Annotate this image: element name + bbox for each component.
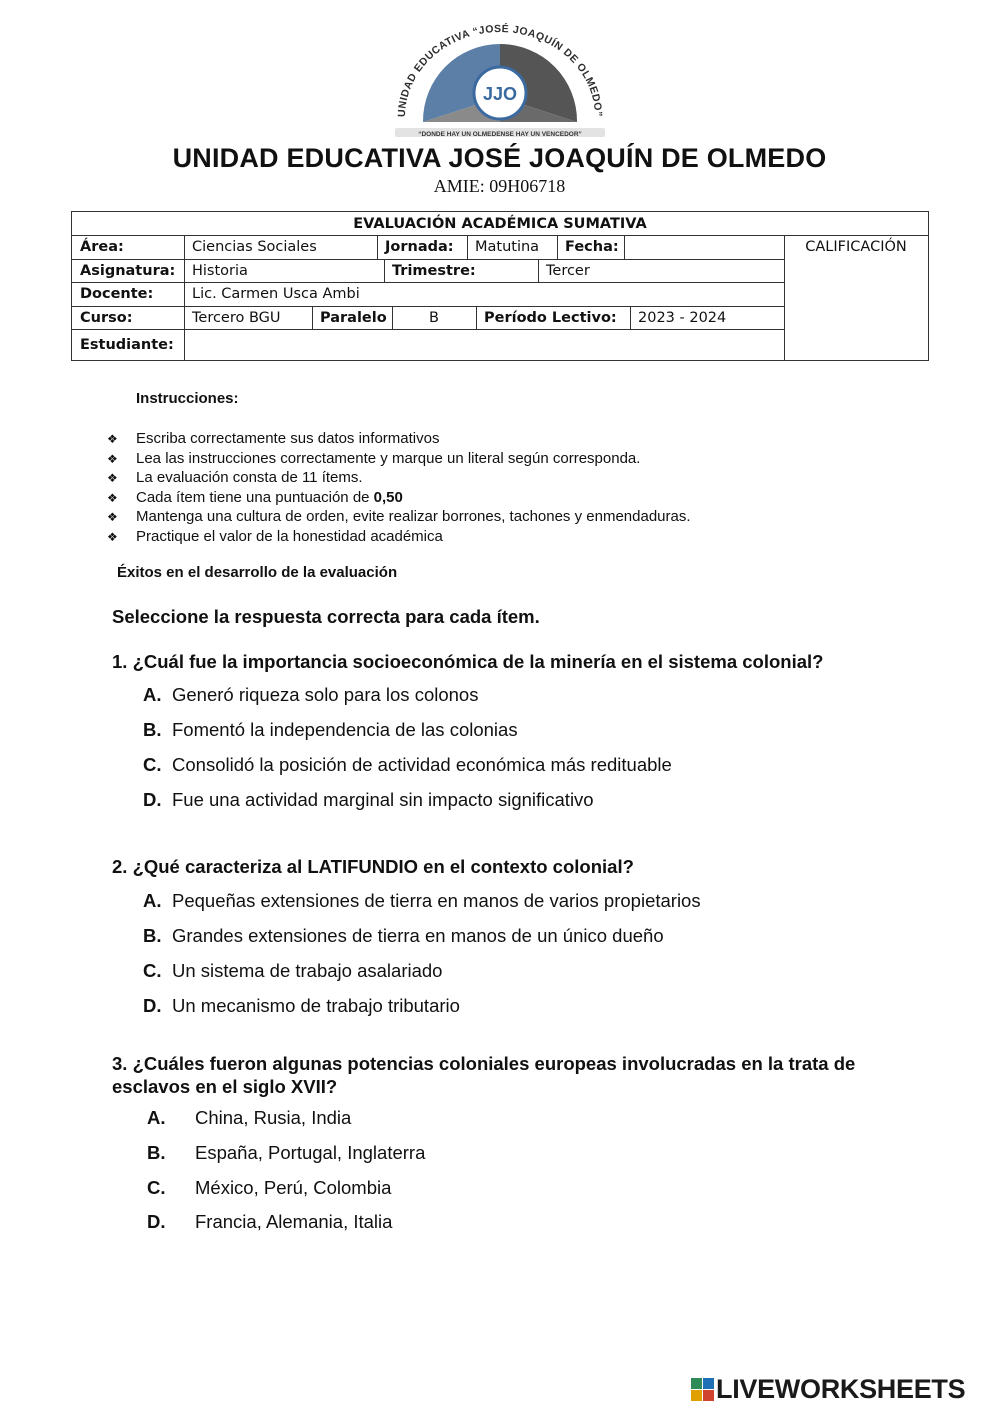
asignatura-label: Asignatura: — [80, 263, 176, 279]
periodo-value: 2023 - 2024 — [638, 310, 727, 326]
fecha-field[interactable] — [624, 236, 784, 259]
paralelo-label: Paralelo — [320, 310, 387, 326]
trimestre-label: Trimestre: — [392, 263, 476, 279]
instructions-title: Instrucciones: — [136, 390, 239, 407]
bullet-icon: ❖ — [107, 432, 118, 446]
bullet-icon: ❖ — [107, 529, 118, 544]
evaluation-title: EVALUACIÓN ACADÉMICA SUMATIVA — [353, 216, 647, 232]
question-1-option-c[interactable]: C. Consolidó la posición de actividad económica más redituable — [143, 754, 672, 775]
bullet-icon: ❖ — [107, 490, 118, 505]
school-logo — [385, 22, 615, 140]
question-3-option-a[interactable]: A. China, Rusia, India — [147, 1107, 352, 1128]
estudiante-label: Estudiante: — [80, 337, 174, 353]
question-1: 1. ¿Cuál fue la importancia socioeconómica de la minería en el sistema colonial? — [112, 651, 824, 672]
question-1-option-a[interactable]: A. Generó riqueza solo para los colonos — [143, 684, 479, 705]
estudiante-field[interactable] — [184, 330, 784, 360]
school-name: UNIDAD EDUCATIVA JOSÉ JOAQUÍN DE OLMEDO — [172, 143, 827, 173]
list-item: ❖ Mantenga una cultura de orden, evite realizar borrones, tachones y enmendaduras. — [107, 507, 691, 527]
curso-value: Tercero BGU — [192, 310, 281, 326]
question-3-option-c[interactable]: C. México, Perú, Colombia — [147, 1177, 392, 1198]
paralelo-value: B — [429, 310, 439, 326]
fecha-label: Fecha: — [565, 239, 619, 255]
instructions-list — [107, 429, 691, 546]
list-item: ❖ Lea las instrucciones correctamente y marque un literal según corresponda. — [107, 449, 691, 469]
question-2: 2. ¿Qué caracteriza al LATIFUNDIO en el contexto colonial? — [112, 856, 634, 877]
list-item: ❖ La evaluación consta de 11 ítems. — [107, 468, 691, 488]
liveworksheets-watermark[interactable] — [691, 1374, 965, 1404]
question-3-option-b[interactable]: B. España, Portugal, Inglaterra — [147, 1142, 426, 1163]
bullet-icon: ❖ — [107, 451, 118, 466]
liveworksheets-logo-icon — [691, 1378, 714, 1401]
question-2-option-c[interactable]: C. Un sistema de trabajo asalariado — [143, 960, 443, 981]
jornada-value: Matutina — [475, 239, 540, 255]
svg-text:JJO: JJO — [482, 84, 518, 104]
docente-value: Lic. Carmen Usca Ambi — [192, 286, 360, 302]
closing-message: Éxitos en el desarrollo de la evaluación — [117, 564, 398, 581]
question-1-option-d[interactable]: D. Fue una actividad marginal sin impacto significativo — [143, 789, 594, 810]
bullet-icon: ❖ — [107, 471, 118, 485]
asignatura-value: Historia — [192, 263, 248, 279]
list-item: ❖ Escriba correctamente sus datos informativos — [107, 429, 691, 449]
watermark-text: LIVEWORKSHEETS — [716, 1373, 966, 1404]
curso-label: Curso: — [80, 310, 133, 326]
question-2-option-a[interactable]: A. Pequeñas extensiones de tierra en manos de varios propietarios — [143, 890, 701, 911]
section-heading: Seleccione la respuesta correcta para cada ítem. — [112, 606, 540, 627]
svg-text:“DONDE HAY UN OLMEDENSE HAY UN: “DONDE HAY UN OLMEDENSE HAY UN VENCEDOR” — [418, 131, 582, 138]
svg-text:UNIDAD EDUCATIVA “JOSÉ JOAQUÍN: UNIDAD EDUCATIVA “JOSÉ JOAQUÍN DE OLMEDO” — [395, 22, 605, 118]
list-item: ❖ Practique el valor de la honestidad académica — [107, 527, 691, 547]
evaluation-info-table — [71, 211, 929, 361]
question-2-option-d[interactable]: D. Un mecanismo de trabajo tributario — [143, 995, 460, 1016]
amie-code: AMIE: 09H06718 — [433, 176, 566, 196]
question-1-option-b[interactable]: B. Fomentó la independencia de las colonias — [143, 719, 518, 740]
list-item: ❖ Cada ítem tiene una puntuación de 0,50 — [107, 488, 691, 508]
docente-label: Docente: — [80, 286, 154, 302]
jornada-label: Jornada: — [385, 239, 454, 255]
bullet-icon: ❖ — [107, 510, 118, 524]
calificacion-label: CALIFICACIÓN — [805, 239, 907, 255]
trimestre-value: Tercer — [546, 263, 590, 279]
area-label: Área: — [80, 239, 124, 255]
area-value: Ciencias Sociales — [192, 239, 317, 255]
question-3-option-d[interactable]: D. Francia, Alemania, Italia — [147, 1211, 393, 1232]
periodo-label: Período Lectivo: — [484, 310, 617, 326]
question-3: 3. ¿Cuáles fueron algunas potencias coloniales europeas involucradas en la trata de esclavos en el siglo XVII? — [112, 1053, 856, 1097]
score-value: 0,50 — [373, 488, 403, 506]
question-2-option-b[interactable]: B. Grandes extensiones de tierra en manos de un único dueño — [143, 925, 664, 946]
